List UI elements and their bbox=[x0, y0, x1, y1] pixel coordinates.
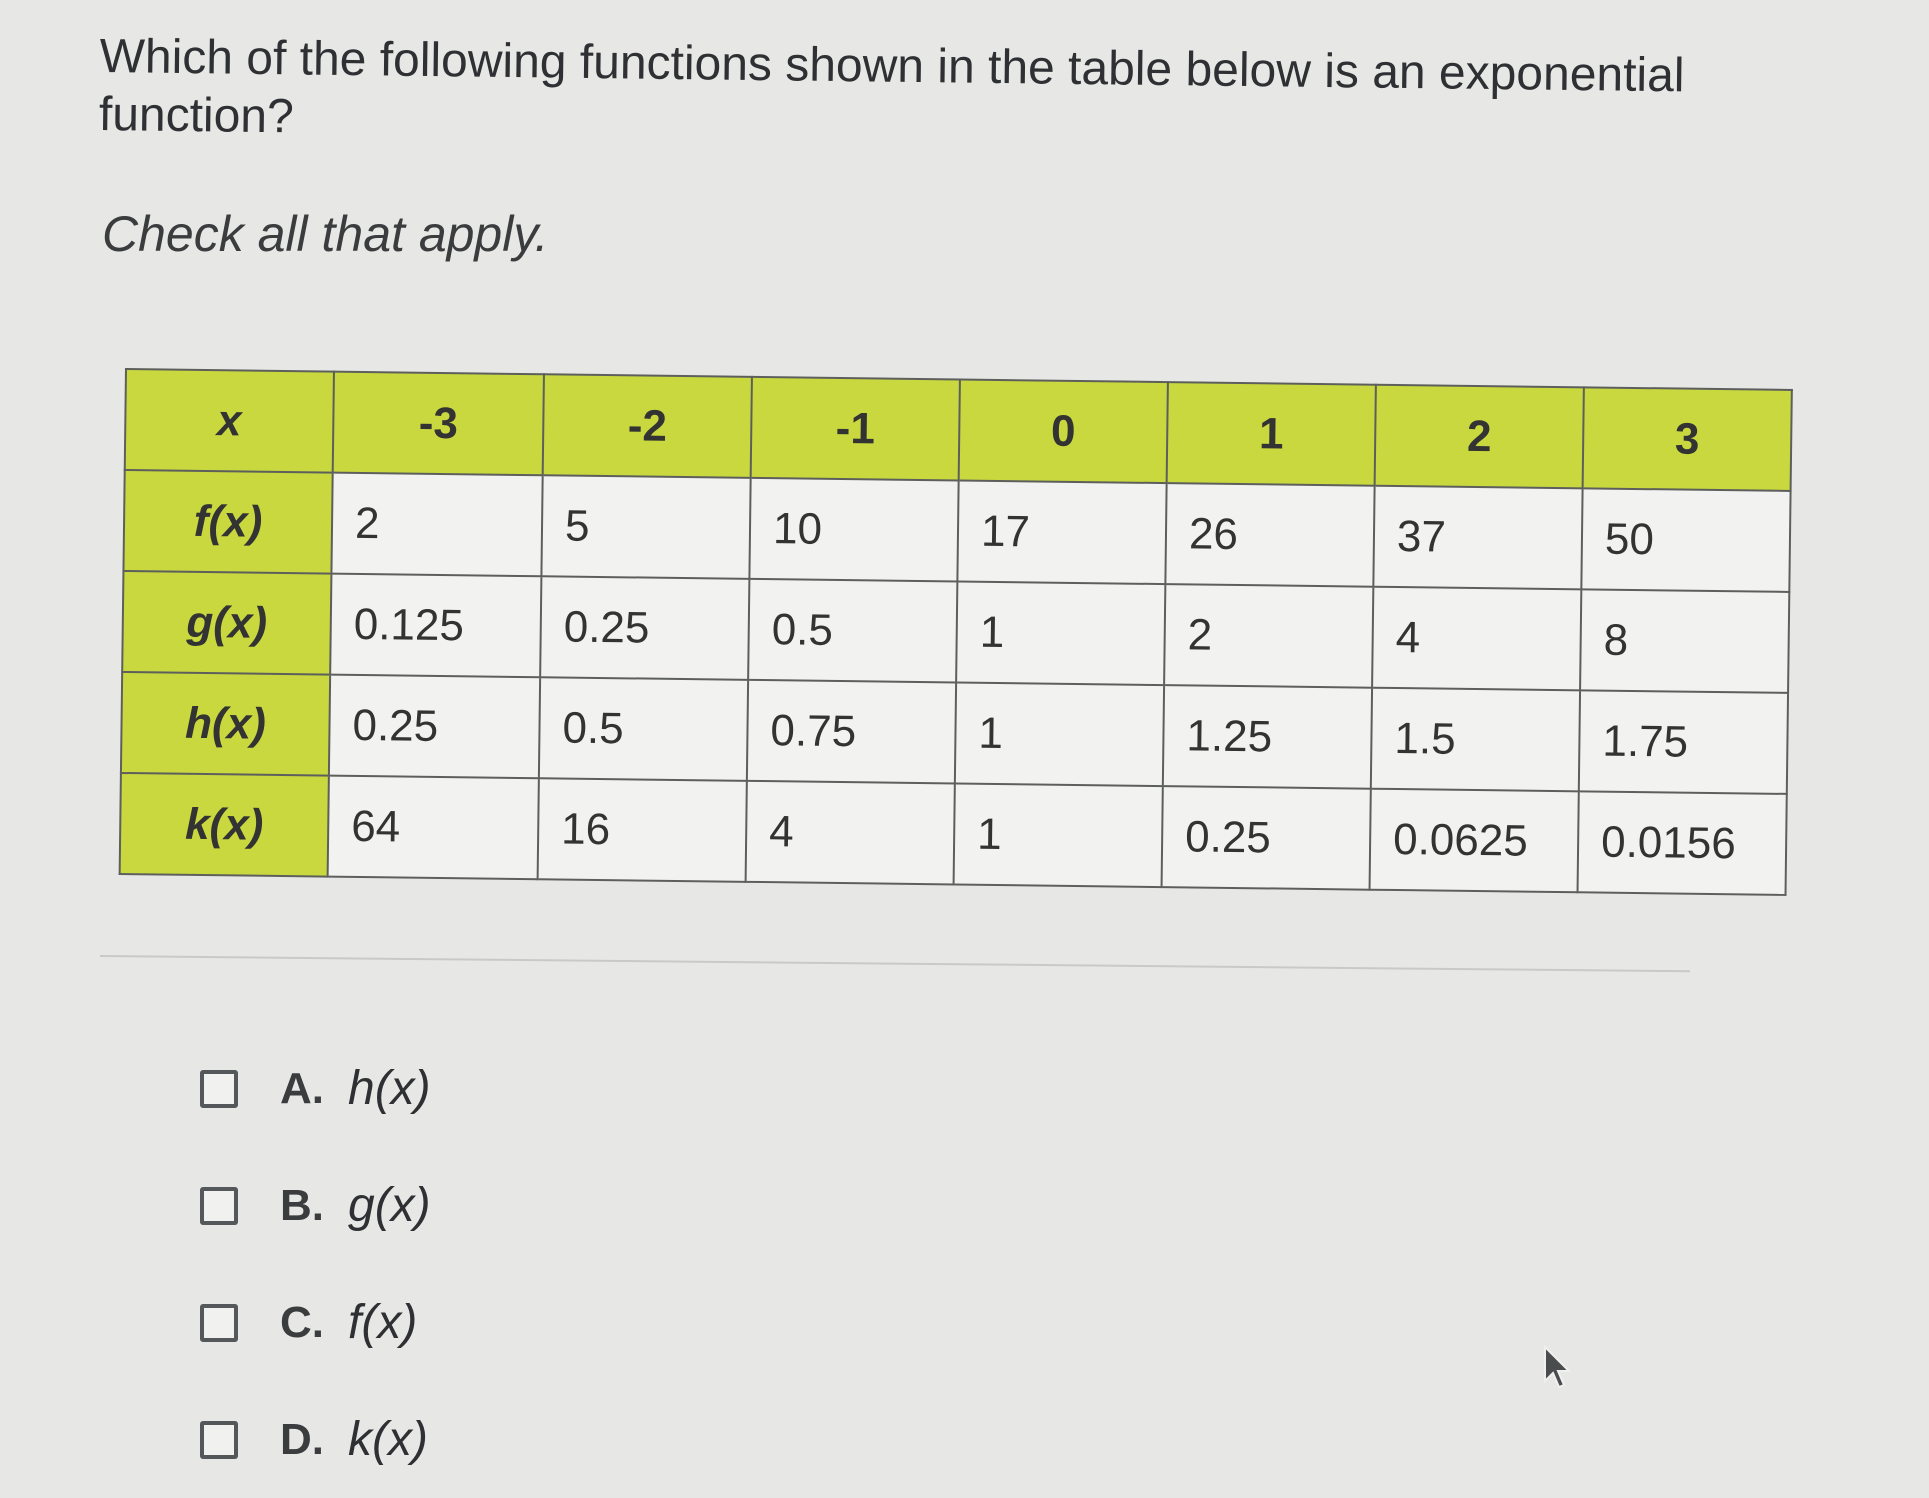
table-cell: 5 bbox=[541, 475, 750, 579]
table-header-cell: 3 bbox=[1583, 387, 1792, 491]
table-cell: 0.25 bbox=[540, 576, 749, 680]
table-cell: 50 bbox=[1581, 488, 1790, 592]
table-cell: 1 bbox=[956, 581, 1165, 685]
table-cell: 1 bbox=[955, 682, 1164, 786]
table-cell: 17 bbox=[957, 480, 1166, 584]
table-row bbox=[120, 773, 1787, 895]
row-label: g(x) bbox=[122, 571, 331, 675]
row-label: k(x) bbox=[120, 773, 329, 877]
table-header-cell: 1 bbox=[1167, 382, 1376, 486]
option-letter: C. bbox=[280, 1297, 324, 1347]
table-cell: 8 bbox=[1580, 589, 1789, 693]
table-cell: 0.75 bbox=[747, 680, 956, 784]
option-a-checkbox[interactable] bbox=[200, 1070, 238, 1108]
function-table bbox=[119, 368, 1793, 896]
option-letter: B. bbox=[280, 1180, 324, 1230]
table-cell: 0.25 bbox=[329, 675, 540, 779]
instruction-text: Check all that apply. bbox=[102, 206, 549, 262]
table-cell: 2 bbox=[1164, 584, 1373, 688]
option-d[interactable] bbox=[200, 1381, 431, 1498]
option-label: h(x) bbox=[348, 1062, 431, 1115]
table-header-cell: -3 bbox=[333, 372, 544, 476]
option-d-checkbox[interactable] bbox=[200, 1421, 238, 1459]
table-cell: 37 bbox=[1373, 486, 1582, 590]
table-cell: 4 bbox=[746, 781, 955, 885]
answer-options bbox=[200, 1030, 431, 1498]
option-b[interactable] bbox=[200, 1147, 431, 1264]
table-header-cell: -2 bbox=[543, 374, 752, 478]
row-label: f(x) bbox=[123, 470, 332, 574]
row-label: h(x) bbox=[121, 672, 330, 776]
table-cell: 0.5 bbox=[748, 579, 957, 683]
table-header-cell: -1 bbox=[751, 377, 960, 481]
table-cell: 1.5 bbox=[1371, 688, 1580, 792]
option-label: g(x) bbox=[348, 1179, 431, 1232]
table-cell: 0.0156 bbox=[1578, 791, 1787, 895]
option-a[interactable] bbox=[200, 1030, 431, 1147]
table-cell: 10 bbox=[749, 478, 958, 582]
table-cell: 1.25 bbox=[1163, 685, 1372, 789]
section-divider bbox=[100, 955, 1690, 972]
table-header-cell: 0 bbox=[959, 379, 1168, 483]
table-cell: 0.5 bbox=[539, 677, 748, 781]
table-header-cell: 2 bbox=[1375, 385, 1584, 489]
option-letter: D. bbox=[280, 1414, 324, 1464]
table-cell: 0.25 bbox=[1162, 786, 1371, 890]
option-b-checkbox[interactable] bbox=[200, 1187, 238, 1225]
table-cell: 2 bbox=[331, 473, 542, 577]
question-text: Which of the following functions shown in the table below is an exponential function? bbox=[98, 29, 1685, 144]
mouse-pointer-icon bbox=[1542, 1345, 1572, 1391]
table-cell: 4 bbox=[1372, 587, 1581, 691]
option-label: k(x) bbox=[348, 1413, 428, 1466]
table-cell: 16 bbox=[538, 778, 747, 882]
table-cell: 1 bbox=[954, 783, 1163, 887]
table-cell: 1.75 bbox=[1579, 690, 1788, 794]
table-cell: 0.0625 bbox=[1370, 789, 1579, 893]
table-cell: 26 bbox=[1165, 483, 1374, 587]
option-c-checkbox[interactable] bbox=[200, 1304, 238, 1342]
table-header-cell: x bbox=[125, 369, 334, 473]
table-cell: 64 bbox=[328, 776, 539, 880]
option-c[interactable] bbox=[200, 1264, 431, 1381]
option-letter: A. bbox=[280, 1063, 324, 1113]
table-cell: 0.125 bbox=[330, 574, 541, 678]
function-table-container bbox=[119, 368, 1793, 896]
option-label: f(x) bbox=[348, 1296, 418, 1349]
